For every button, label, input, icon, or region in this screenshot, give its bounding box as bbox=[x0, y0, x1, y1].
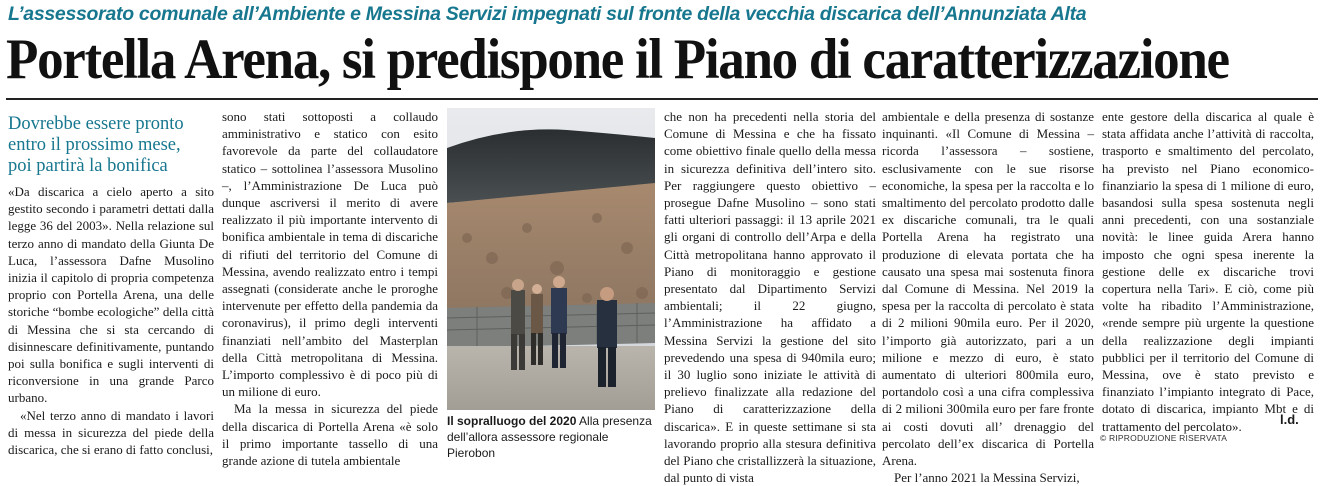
landfill-photo-illustration bbox=[447, 108, 655, 410]
paragraph: «Da discarica a cielo aperto a sito gestito secondo i parametri dettati dalla legge 36 del 2003». Nella relazione sul terzo anno di mandato della Giunta De Luca, l’assessora Dafne Musolino inizia il capitolo di propria competenza proprio con Portella Arena, una delle storiche “bombe ecologiche” della città di Messina che si sta cercando di disinnescare definitivamente, puntando poi sulla bonifica e sugli interventi di riconversione in una grande Parco urbano. bbox=[8, 184, 214, 406]
paragraph: «Nel terzo anno di mandato i lavori di messa in sicurezza del piede della discarica, che si erano di fatto conclusi, bbox=[8, 407, 214, 458]
paragraph: che non ha precedenti nella storia del Comune di Messina e che ha fissato come obiettivo finale quello della messa in sicurezza definitiva dell’intero sito. Per raggiungere questo obiettivo – prosegue Dafne Musolino – sono stati fatti ulteriori passaggi: il 13 aprile 2021 gli organi di controllo dell’Arpa e della Città metropolitana hanno approvato il Piano di monitoraggio e gestione presentato dal Dipartimento Servizi ambientali; il 22 giugno, l’Amministrazione ha affidato a Messina Servizi la gestione del sito prevedendo una spesa di 940mila euro; il 30 luglio sono iniziate le attività di prelievo finalizzate alla redazione del Piano di caratterizzazione della discarica». E in queste settimane si sta lavorando proprio alla stesura definitiva del Piano che cristallizzerà la situazione, dal punto di vista bbox=[664, 109, 876, 486]
author-signature: l.d. bbox=[1280, 412, 1299, 427]
article-photo bbox=[447, 108, 655, 410]
copyright-notice: © RIPRODUZIONE RISERVATA bbox=[1100, 433, 1228, 443]
paragraph: ambientale e della presenza di sostanze inquinanti. «Il Comune di Messina – ricorda l’assessora – sostiene, esclusivamente con le sue risorse economiche, la spesa per la raccolta e lo smaltimento del percolato prodotto dalle ex discariche comunali, tra le quali Portella Arena ha registrato una produzione di elevata portata che ha causato una spesa mai sostenuta finora dal Comune di Messina. Nel 2019 la spesa per la raccolta di percolato è stata di 2 milioni 90mila euro. Per il 2020, l’importo già autorizzato, pari a un milione e mezzo di euro, è stato aumentato di ulteriori 800mila euro, portandolo così a una cifra complessiva di 2 milioni 300mila euro per fare fronte ai costi dovuti all’ drenaggio del percolato dell’ex discarica di Portella Arena. bbox=[882, 109, 1094, 469]
caption-text: Alla presenza dell’allora assessore regionale Pierobon bbox=[447, 414, 652, 460]
paragraph: Per l’anno 2021 la Messina Servizi, bbox=[894, 470, 1080, 486]
body-column-4 bbox=[664, 108, 876, 486]
headline: Portella Arena, si predispone il Piano di caratterizzazione bbox=[6, 28, 1229, 91]
paragraph: sono stati sottoposti a collaudo amministrativo e statico con esito favorevole da parte del collaudatore statico – sottolinea l’assessora Musolino –, l’Amministrazione De Luca può dunque ascriversi il merito di avere realizzato il più importante intervento di bonifica ambientale in tema di discariche di rifiuti del territorio del Comune di Messina, avendo realizzato entro i tempi assegnati (considerate anche le proroghe intervenute per effetto della pandemia da coronavirus), il primo degli interventi finanziati nell’ambito del Masterplan della Città metropolitana di Messina. L’importo complessivo è di poco più di un milione di euro. bbox=[222, 109, 438, 400]
body-column-5 bbox=[882, 108, 1094, 486]
photo-caption bbox=[447, 413, 657, 461]
kicker: L’assessorato comunale all’Ambiente e Messina Servizi impegnati sul fronte della vecchia discarica dell’Annunziata Alta bbox=[8, 3, 1087, 25]
paragraph: ente gestore della discarica al quale è stata affidata anche l’attività di raccolta, trasporto e smaltimento del percolato, ha previsto nel Piano economico-finanziario la spesa di 1 milione di euro, basandosi sulla spesa sostenuta negli anni precedenti, con una sostanziale novità: le linee guida Arera hanno imposto che ogni spesa inerente la gestione delle ex discariche trovi copertura nella Tari». E ciò, come più volte ha ribadito l’Amministrazione, «rende sempre più urgente la questione della realizzazione degli impianti pubblici per il territorio del Comune di Messina, ove è stato previsto e finanziato l’impianto integrato di Pace, dotato di discarica, impianto Mbt e di trattamento del percolato». bbox=[1102, 109, 1314, 434]
subhead-line: entro il prossimo mese, bbox=[8, 135, 181, 155]
body-column-2 bbox=[222, 108, 438, 468]
caption-title: Il sopralluogo del 2020 bbox=[447, 414, 577, 428]
paragraph: Ma la messa in sicurezza del piede della discarica di Portella Arena «è solo il primo importante tassello di una grande azione di tutela ambientale bbox=[222, 401, 438, 469]
body-column-1 bbox=[8, 183, 214, 473]
headline-rule bbox=[6, 98, 1318, 100]
subhead-line: Dovrebbe essere pronto bbox=[8, 114, 184, 134]
subhead-line: poi partirà la bonifica bbox=[8, 156, 168, 176]
subhead bbox=[8, 114, 214, 177]
